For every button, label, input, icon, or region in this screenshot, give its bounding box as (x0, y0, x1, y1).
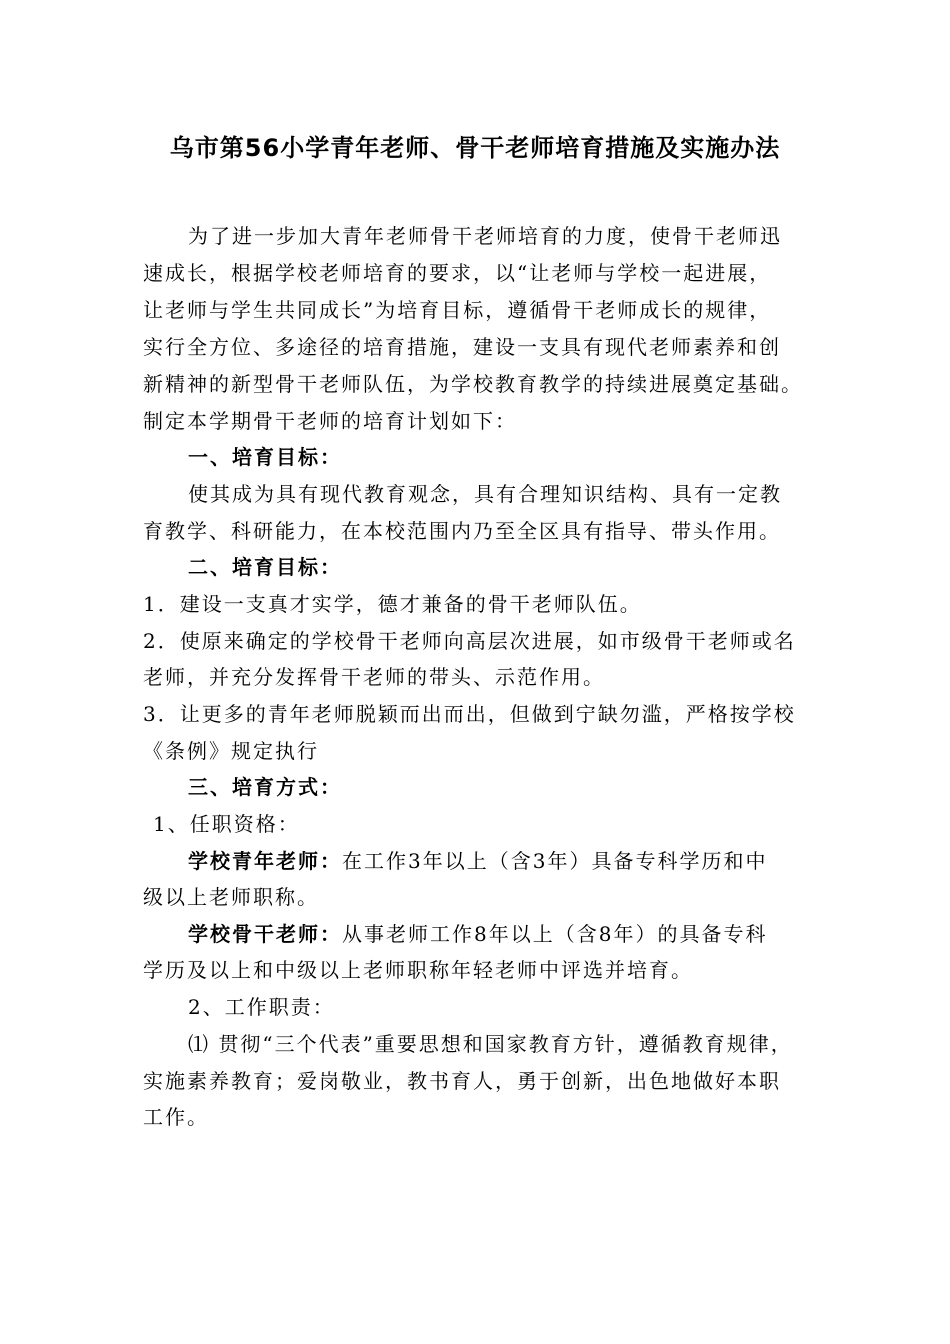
section-heading: 一、培育目标： (188, 445, 342, 469)
section-heading: 三、培育方式： (188, 775, 342, 799)
qualification-label: 学校骨干老师： (188, 922, 342, 946)
subsection-heading: 1、任职资格： (153, 812, 300, 836)
list-item: 2．使原来确定的学校骨干老师向高层次进展，如市级骨干老师或名 (143, 629, 796, 653)
intro-line: 制定本学期骨干老师的培育计划如下： (143, 409, 517, 433)
intro-line: 让老师与学生共同成长”为培育目标，遵循骨干老师成长的规律， (143, 298, 772, 322)
duty-line: ⑴ 贯彻“三个代表”重要思想和国家教育方针，遵循教育规律， (188, 1032, 793, 1056)
document-title: 乌市第56小学青年老师、骨干老师培育措施及实施办法 (169, 134, 781, 162)
list-item-cont: 《条例》规定执行 (143, 739, 319, 763)
subsection-heading: 2、工作职责： (188, 995, 335, 1019)
section-heading: 二、培育目标： (188, 555, 342, 579)
duty-line: 工作。 (143, 1105, 209, 1129)
list-item-cont: 老师，并充分发挥骨干老师的带头、示范作用。 (143, 665, 605, 689)
list-item: 3．让更多的青年老师脱颖而出而出，但做到宁缺勿滥，严格按学校 (143, 702, 796, 726)
qualification-cont: 学历及以上和中级以上老师职称年轻老师中评选并培育。 (143, 958, 693, 982)
qualification-cont: 级以上老师职称。 (143, 885, 319, 909)
qualification-text: 在工作3年以上（含3年）具备专科学历和中 (342, 849, 768, 873)
qualification-label: 学校青年老师： (188, 849, 342, 873)
intro-line: 为了进一步加大青年老师骨干老师培育的力度，使骨干老师迅 (188, 224, 782, 248)
qualification-text: 从事老师工作8年以上（含8年）的具备专科 (342, 922, 768, 946)
list-item: 1．建设一支真才实学，德才兼备的骨干老师队伍。 (143, 592, 642, 616)
section-text: 使其成为具有现代教育观念，具有合理知识结构、具有一定教 (188, 482, 782, 506)
qualification-backbone (188, 919, 767, 949)
intro-line: 速成长，根据学校老师培育的要求，以“让老师与学校一起进展， (143, 261, 772, 285)
section-text: 育教学、科研能力，在本校范围内乃至全区具有指导、带头作用。 (143, 519, 781, 543)
qualification-young (188, 846, 767, 876)
intro-line: 新精神的新型骨干老师队伍，为学校教育教学的持续进展奠定基础。 (143, 372, 803, 396)
intro-line: 实行全方位、多途径的培育措施，建设一支具有现代老师素养和创 (143, 335, 781, 359)
duty-line: 实施素养教育；爱岗敬业，教书育人，勇于创新，出色地做好本职 (143, 1069, 781, 1093)
